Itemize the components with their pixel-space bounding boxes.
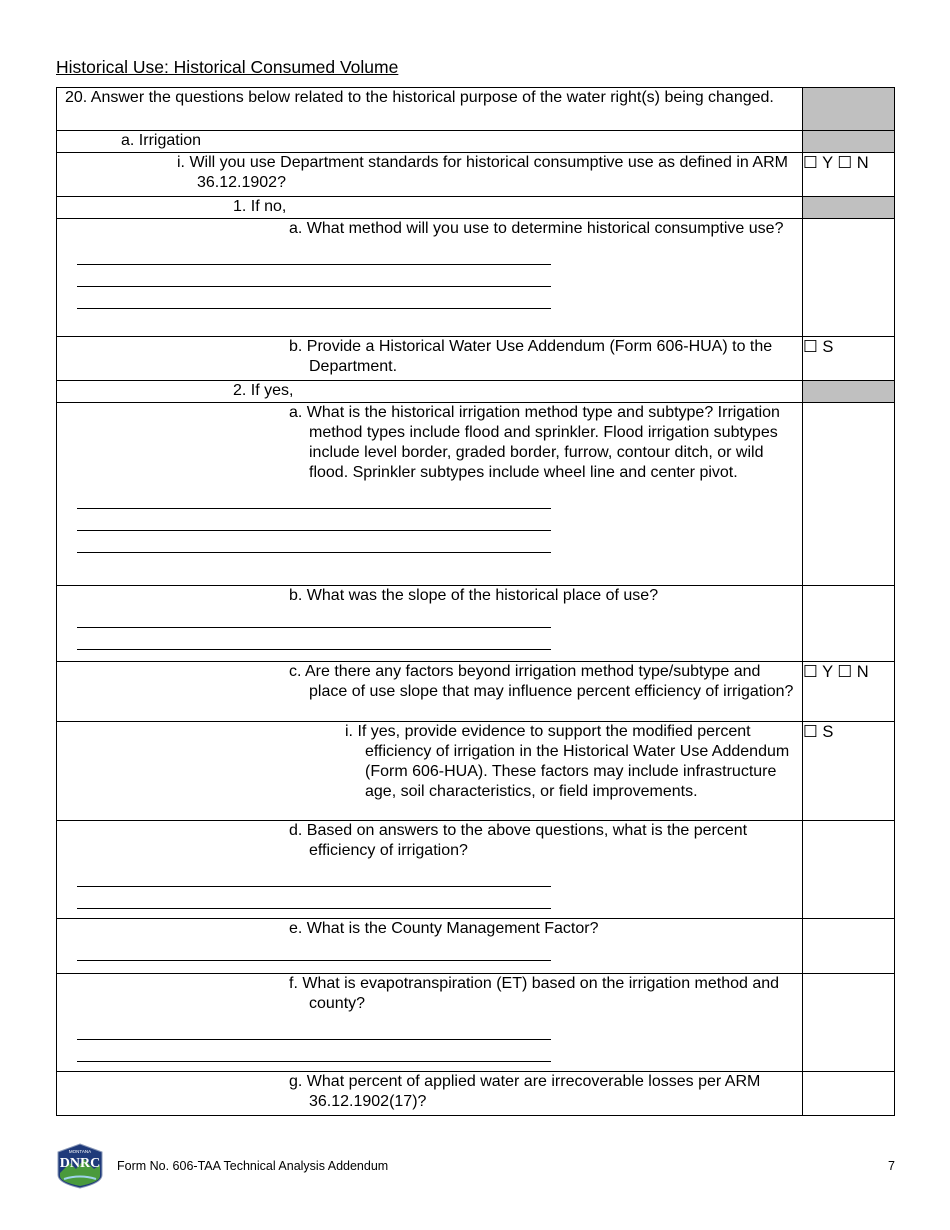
table-row [57, 219, 895, 337]
dnrc-logo [56, 1143, 104, 1189]
question-no-b: b. Provide a Historical Water Use Addendum (Form 606-HUA) to the Department. [289, 338, 773, 375]
form-table [56, 87, 895, 1116]
question-yes-g: g. What percent of applied water are irrecoverable losses per ARM 36.12.1902(17)? [289, 1073, 761, 1110]
table-row [57, 131, 895, 153]
answer-line[interactable] [77, 628, 551, 650]
shaded-cell [803, 381, 895, 403]
question-20: 20. Answer the questions below related to the historical purpose of the water right(s) being changed. [65, 89, 774, 106]
answer-line[interactable] [77, 487, 551, 509]
yes-no-checkboxes[interactable]: ☐ Y ☐ N [803, 153, 895, 197]
irrigation-label: a. Irrigation [121, 132, 202, 149]
question-yes-d: d. Based on answers to the above questions, what is the percent efficiency of irrigation? [289, 822, 748, 859]
submitted-checkbox[interactable]: ☐ S [803, 337, 895, 381]
table-row [57, 722, 895, 821]
shaded-cell [803, 197, 895, 219]
answer-line[interactable] [77, 865, 551, 887]
question-no-a: a. What method will you use to determine historical consumptive use? [289, 220, 784, 237]
answer-lines[interactable] [57, 1018, 802, 1062]
table-row [57, 586, 895, 662]
page-number: 7 [888, 1159, 895, 1173]
answer-lines[interactable] [57, 243, 802, 309]
answer-lines[interactable] [57, 487, 802, 553]
question-yes-a: a. What is the historical irrigation method type and subtype? Irrigation method types include flood and sprinkler. Flood irrigation subtypes include level border, graded border, furrow, contour ditch, or wild flood. Sprinkler subtypes include wheel line and center pivot. [289, 404, 780, 481]
question-yes-e: e. What is the County Management Factor? [289, 920, 599, 937]
svg-text:MONTANA: MONTANA [68, 1149, 92, 1154]
answer-line[interactable] [77, 606, 551, 628]
answer-lines[interactable] [57, 606, 802, 650]
table-row [57, 821, 895, 919]
svg-text:DNRC: DNRC [59, 1156, 101, 1171]
section-heading: Historical Use: Historical Consumed Volume [56, 57, 399, 77]
submitted-checkbox[interactable]: ☐ S [803, 722, 895, 821]
empty-cell [803, 1072, 895, 1116]
answer-line[interactable] [77, 287, 551, 309]
table-row [57, 919, 895, 974]
table-row [57, 153, 895, 197]
question-yes-c-i: i. If yes, provide evidence to support the modified percent efficiency of irrigation in the Historical Water Use Addendum (Form 606-HUA). These factors may include infrastructure age, soil characteristics, or field improvements. [345, 723, 790, 800]
if-no-label: 1. If no, [233, 198, 287, 215]
answer-line[interactable] [77, 939, 551, 961]
shaded-cell [803, 88, 895, 131]
empty-cell [803, 586, 895, 662]
table-row [57, 337, 895, 381]
empty-cell [803, 403, 895, 586]
question-yes-b: b. What was the slope of the historical place of use? [289, 587, 659, 604]
answer-lines[interactable] [57, 865, 802, 909]
table-row [57, 403, 895, 586]
answer-line[interactable] [77, 887, 551, 909]
question-yes-c: c. Are there any factors beyond irrigation method type/subtype and place of use slope that may influence percent efficiency of irrigation? [289, 663, 794, 700]
if-yes-label: 2. If yes, [233, 382, 294, 399]
shaded-cell [803, 131, 895, 153]
table-row [57, 381, 895, 403]
question-standards: i. Will you use Department standards for historical consumptive use as defined in ARM 36.12.1902? [177, 154, 788, 191]
table-row [57, 197, 895, 219]
answer-lines[interactable] [57, 939, 802, 961]
empty-cell [803, 919, 895, 974]
table-row [57, 88, 895, 131]
yes-no-checkboxes[interactable]: ☐ Y ☐ N [803, 662, 895, 722]
empty-cell [803, 821, 895, 919]
answer-line[interactable] [77, 531, 551, 553]
answer-line[interactable] [77, 265, 551, 287]
empty-cell [803, 219, 895, 337]
answer-line[interactable] [77, 243, 551, 265]
table-row [57, 1072, 895, 1116]
form-number: Form No. 606-TAA Technical Analysis Addendum [117, 1159, 389, 1173]
answer-line[interactable] [77, 1040, 551, 1062]
answer-line[interactable] [77, 509, 551, 531]
empty-cell [803, 974, 895, 1072]
answer-line[interactable] [77, 1018, 551, 1040]
table-row [57, 974, 895, 1072]
page-footer [56, 1143, 895, 1189]
question-yes-f: f. What is evapotranspiration (ET) based on the irrigation method and county? [289, 975, 780, 1012]
table-row [57, 662, 895, 722]
